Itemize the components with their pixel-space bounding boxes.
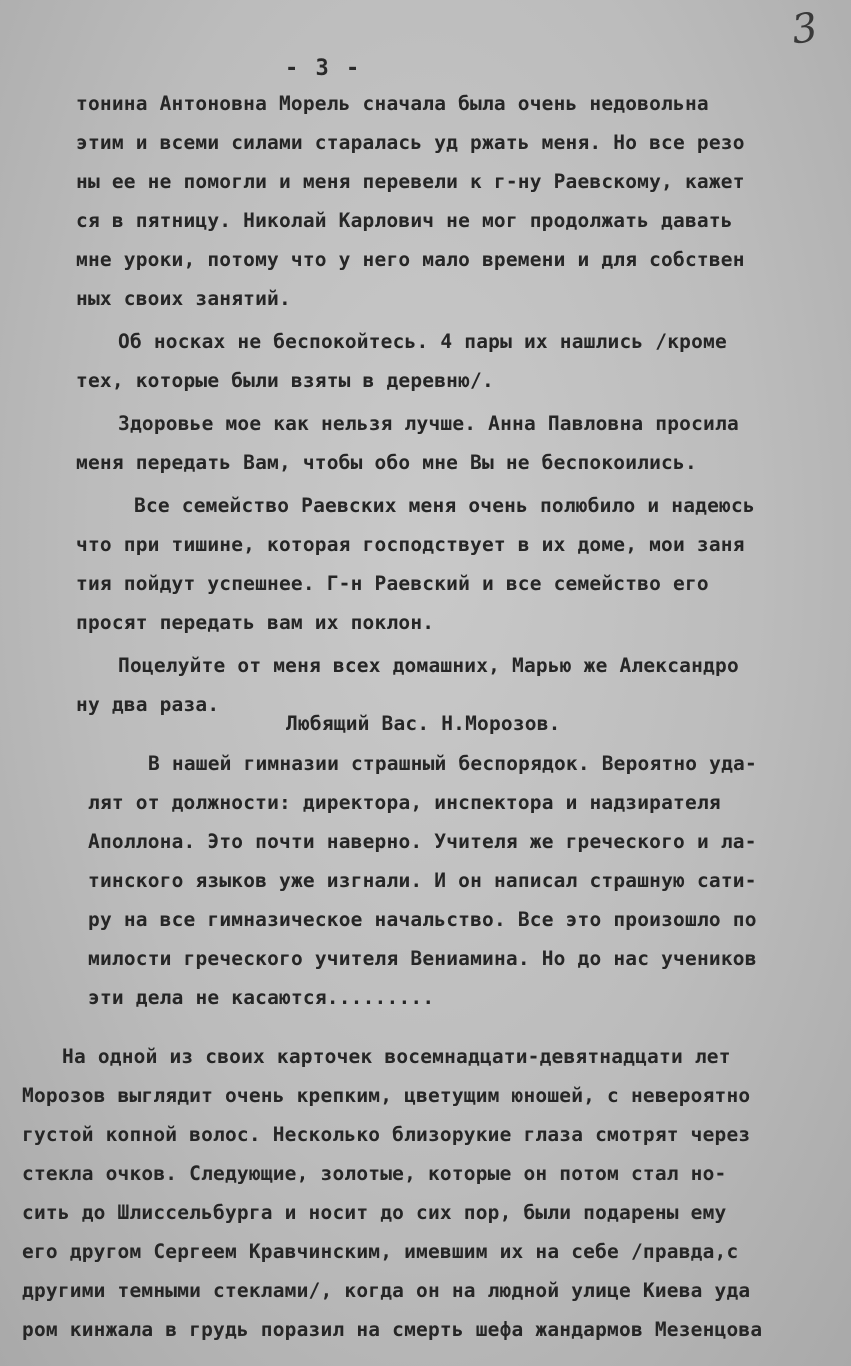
text-line: На одной из своих карточек восемнадцати-девятнадцати лет [62, 1045, 731, 1068]
text-line: этим и всеми силами старалась уд ржать меня. Но все резо [76, 131, 745, 154]
text-line: эти дела не касаются......... [88, 986, 435, 1009]
text-line: стекла очков. Следующие, золотые, которые он потом стал но- [22, 1162, 727, 1185]
text-line: другими темными стеклами/, когда он на людной улице Киева уда [22, 1279, 751, 1302]
page-number: - 3 - [285, 56, 362, 81]
text-line: ны ее не помогли и меня перевели к г-ну Раевскому, кажет [76, 170, 745, 193]
text-line: ся в пятницу. Николай Карлович не мог продолжать давать [76, 209, 733, 232]
text-line: что при тишине, которая господствует в их доме, мои заня [76, 533, 745, 556]
text-line: меня передать Вам, чтобы обо мне Вы не беспокоились. [76, 451, 697, 474]
text-line: ных своих занятий. [76, 287, 291, 310]
text-line: ром кинжала в грудь поразил на смерть шефа жандармов Мезенцова [22, 1318, 763, 1341]
text-line: просят передать вам их поклон. [76, 611, 435, 634]
text-line: густой копной волос. Несколько близорукие глаза смотрят через [22, 1123, 751, 1146]
text-line: тонина Антоновна Морель сначала была очень недовольна [76, 92, 709, 115]
text-line: тинского языков уже изгнали. И он написал страшную сати- [88, 869, 757, 892]
text-line: Аполлона. Это почти наверно. Учителя же греческого и ла- [88, 830, 757, 853]
text-line: сить до Шлиссельбурга и носит до сих пор, были подарены ему [22, 1201, 727, 1224]
text-line: лят от должности: директора, инспектора и надзирателя [88, 791, 721, 814]
text-line: В нашей гимназии страшный беспорядок. Вероятно уда- [148, 752, 757, 775]
text-line: его другом Сергеем Кравчинским, имевшим их на себе /правда,с [22, 1240, 739, 1263]
text-line: тех, которые были взяты в деревню/. [76, 369, 494, 392]
text-line: Поцелуйте от меня всех домашних, Марью же Александро [118, 654, 739, 677]
text-line: Морозов выглядит очень крепким, цветущим юношей, с невероятно [22, 1084, 751, 1107]
text-line: Все семейство Раевских меня очень полюбило и надеюсь [134, 494, 755, 517]
text-line: Здоровье мое как нельзя лучше. Анна Павловна просила [118, 412, 739, 435]
signature-line: Любящий Вас. Н.Морозов. [286, 712, 561, 735]
text-line: ну два раза. [76, 693, 220, 716]
text-line: ру на все гимназическое начальство. Все это произошло по [88, 908, 757, 931]
handwritten-page-mark: 3 [788, 4, 821, 54]
text-line: тия пойдут успешнее. Г-н Раевский и все семейство его [76, 572, 709, 595]
text-line: Об носках не беспокойтесь. 4 пары их нашлись /кроме [118, 330, 727, 353]
text-line: милости греческого учителя Вениамина. Но до нас учеников [88, 947, 757, 970]
text-line: мне уроки, потому что у него мало времени и для собствен [76, 248, 745, 271]
